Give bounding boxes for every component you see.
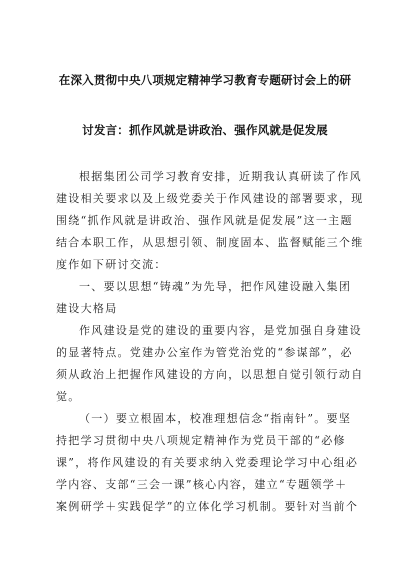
body-line: 度作如下研讨交流： — [56, 258, 167, 271]
body-line: 根据集团公司学习教育安排，近期我认真研读了作风 — [79, 170, 362, 183]
body-line: 课”，将作风建设的有关要求纳入党委理论学习中心组必 — [56, 456, 359, 469]
document-title-line-2: 讨发言：抓作风就是讲政治、强作风就是促发展 — [82, 123, 328, 137]
document-title-line-1: 在深入贯彻中央八项规定精神学习教育专题研讨会上的研 — [58, 73, 352, 87]
body-line: 建设相关要求以及上级党委关于作风建设的部署要求，现 — [56, 192, 364, 205]
body-line: 觉。 — [56, 390, 81, 403]
subsection-line: （一）要立根固本，校准理想信念“指南针”。要坚 — [79, 412, 352, 425]
body-line: 须从政治上把握作风建设的方向，以思想自觉引领行动自 — [56, 368, 364, 381]
section-heading-line: 建设大格局 — [56, 302, 118, 315]
body-line: 结合本职工作，从思想引领、制度固本、监督赋能三个维 — [56, 236, 364, 249]
body-line: 围绕“抓作风就是讲政治、强作风就是促发展”这一主题 — [56, 214, 353, 227]
body-line: 作风建设是党的建设的重要内容，是党加强自身建设 — [79, 324, 362, 337]
body-line: 学内容、支部“三会一课”核心内容，建立“专题领学＋ — [56, 478, 348, 491]
section-heading-line: 一、要以思想“铸魂”为先导，把作风建设融入集团 — [79, 280, 352, 293]
body-line: 的显著特点。党建办公室作为管党治党的“参谋部”，必 — [56, 346, 353, 359]
body-line: 持把学习贯彻中央八项规定精神作为党员干部的“必修 — [56, 434, 346, 447]
body-line: 案例研学＋实践促学”的立体化学习机制。要针对当前个 — [56, 500, 359, 513]
